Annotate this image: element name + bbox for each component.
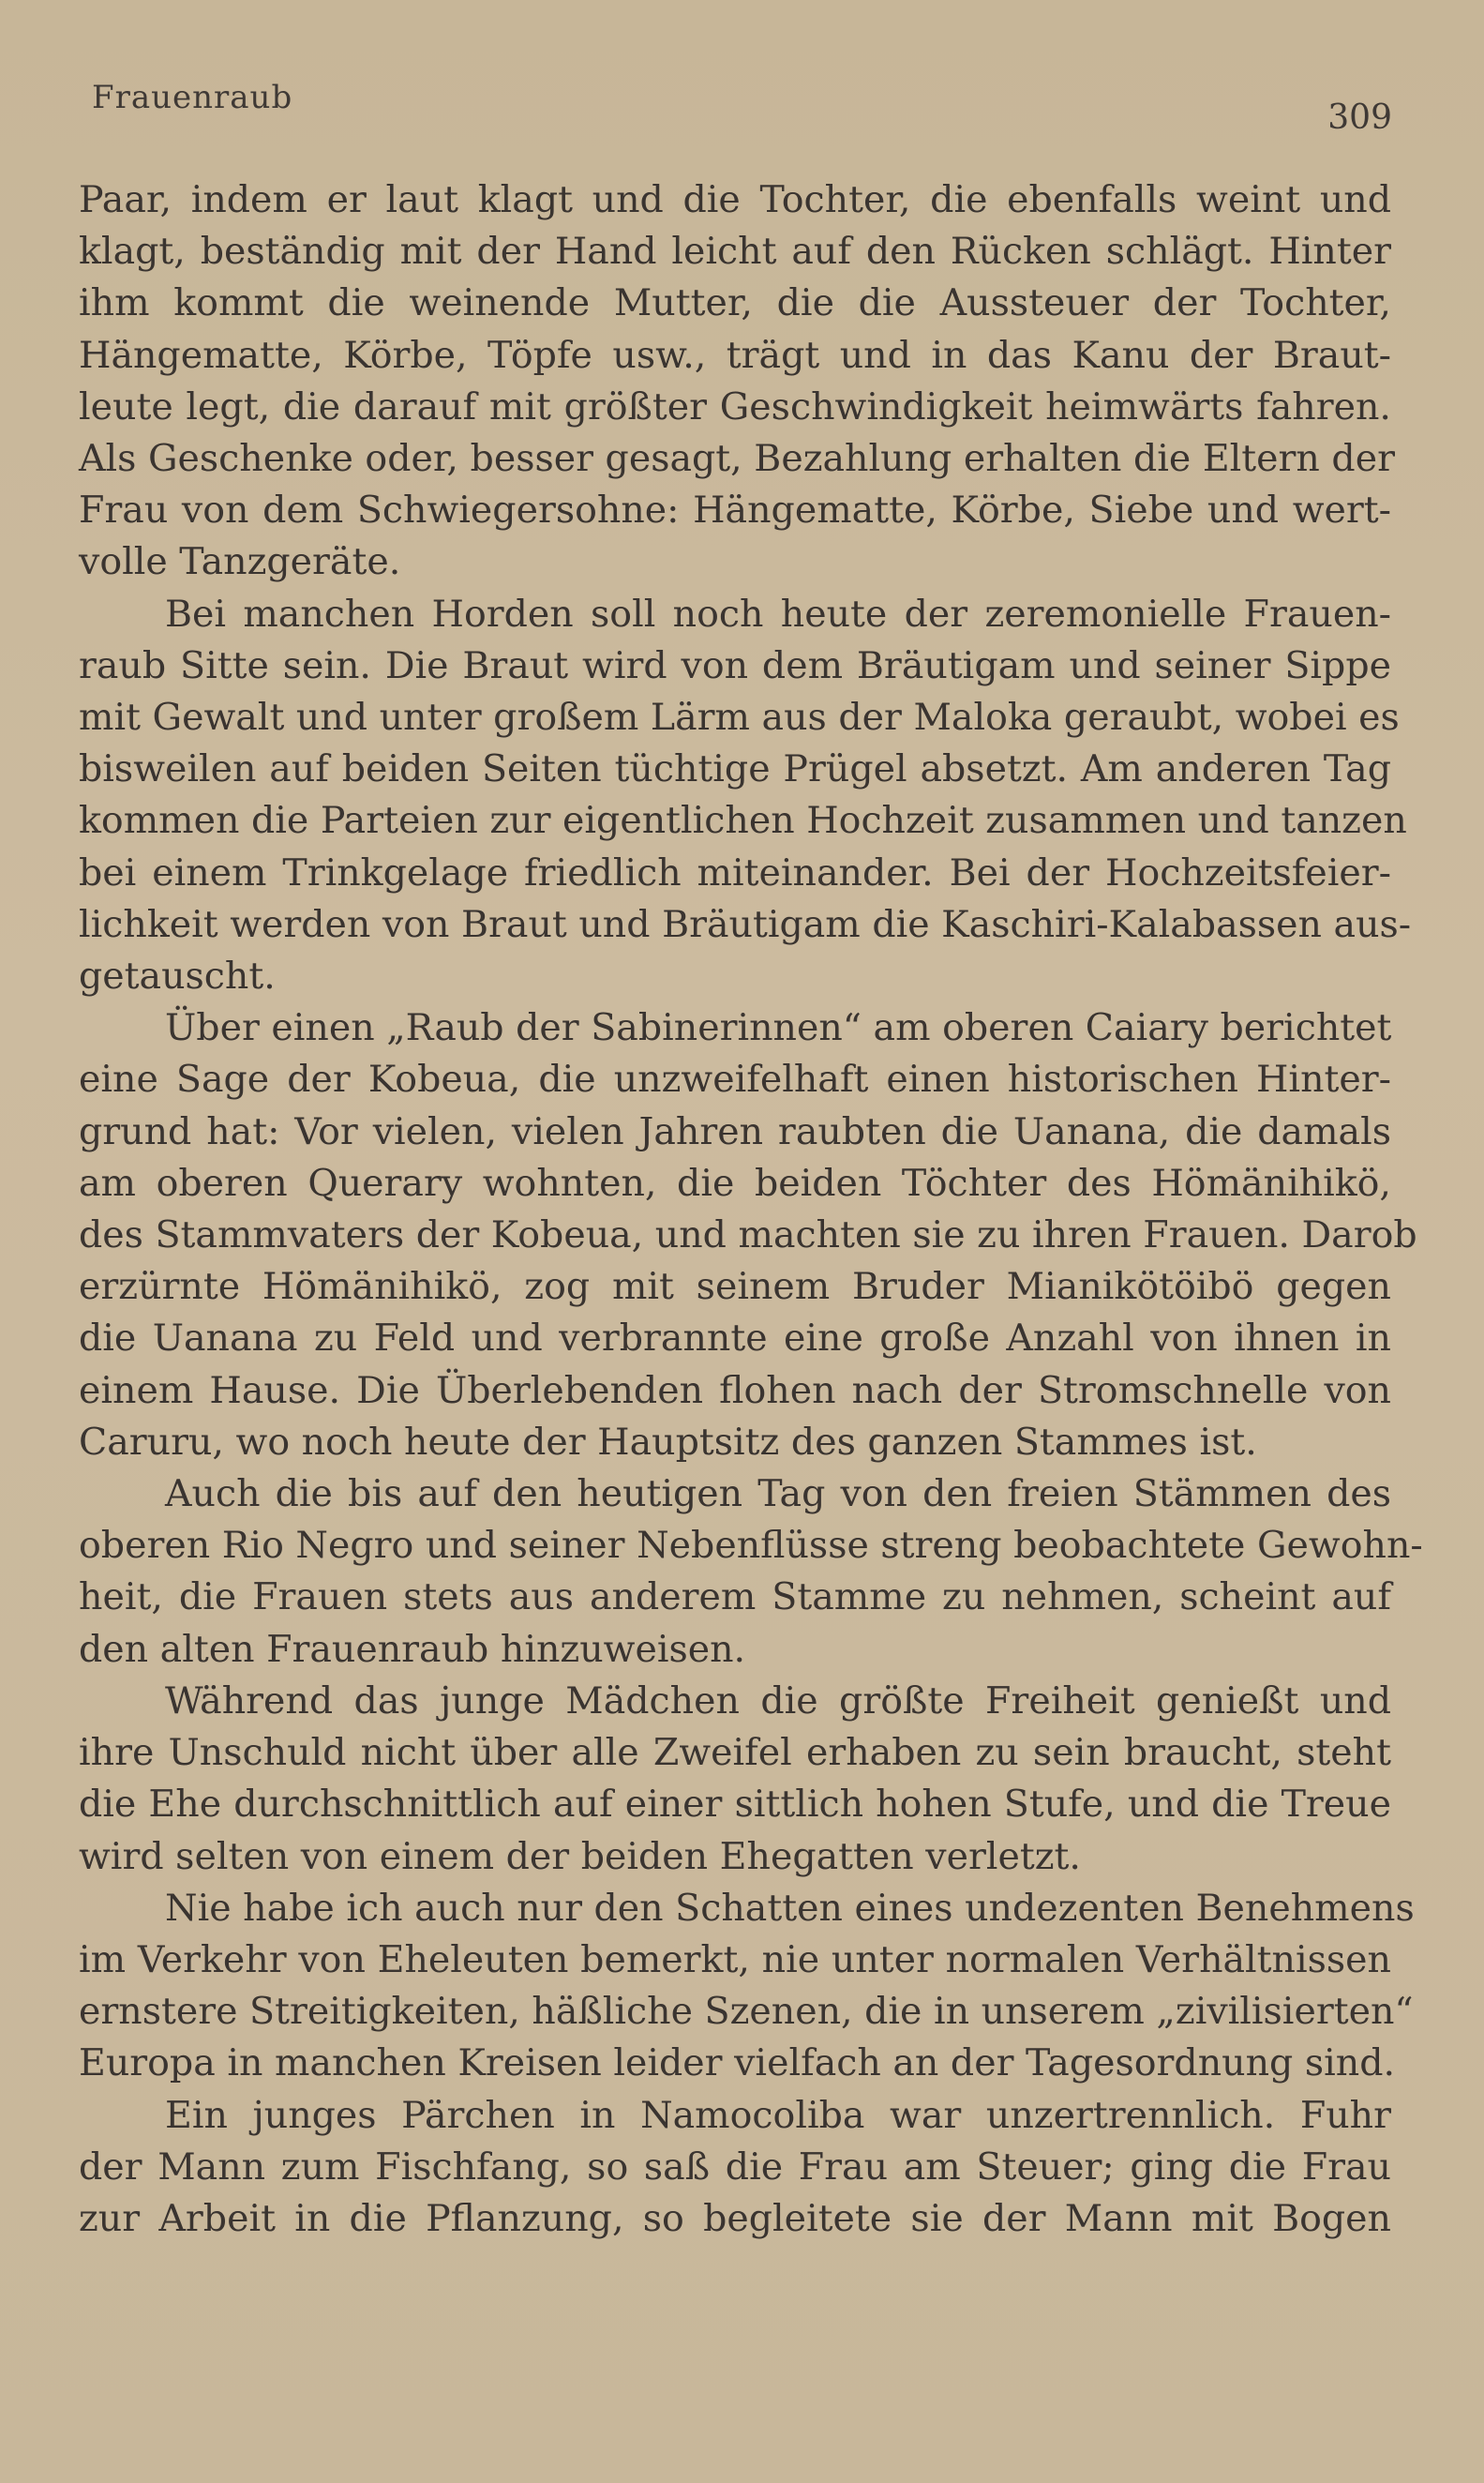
paragraph-6 xyxy=(79,1883,1415,2090)
text-line: Ein junges Pärchen in Namocoliba war unzertrennlich. Fuhr xyxy=(165,2093,1391,2137)
text-line: volle Tanzgeräte. xyxy=(79,540,401,584)
text-line: Auch die bis auf den heutigen Tag von den freien Stämmen des xyxy=(165,1472,1391,1516)
text-line: Paar, indem er laut klagt und die Tochter, die ebenfalls weint und xyxy=(79,178,1391,221)
text-line: lichkeit werden von Braut und Bräutigam die Kaschiri-Kalabassen aus- xyxy=(79,902,1412,946)
text-line: heit, die Frauen stets aus anderem Stamme zu nehmen, scheint auf xyxy=(79,1575,1391,1619)
text-line: Hängematte, Körbe, Töpfe usw., trägt und in das Kanu der Braut- xyxy=(79,333,1391,377)
text-line: der Mann zum Fischfang, so saß die Frau am Steuer; ging die Frau xyxy=(79,2144,1391,2189)
text-line: bei einem Trinkgelage friedlich miteinander. Bei der Hochzeitsfeier- xyxy=(79,850,1391,895)
text-line: oberen Rio Negro und seiner Nebenflüsse streng beobachtete Gewohn- xyxy=(79,1524,1423,1568)
text-line: Caruru, wo noch heute der Hauptsitz des ganzen Stammes ist. xyxy=(79,1420,1257,1464)
text-line: leute legt, die darauf mit größter Geschwindigkeit heimwärts fahren. xyxy=(79,384,1391,429)
text-line: zur Arbeit in die Pflanzung, so begleitete sie der Mann mit Bogen xyxy=(79,2196,1391,2240)
paragraph-2 xyxy=(79,589,1412,1003)
text-line: getauscht. xyxy=(79,955,276,999)
text-line: Nie habe ich auch nur den Schatten eines undezenten Benehmens xyxy=(165,1886,1415,1930)
body-text xyxy=(79,174,1423,2245)
running-head-title: Frauenraub xyxy=(92,79,293,116)
text-line: Europa in manchen Kreisen leider vielfach an der Tagesordnung sind. xyxy=(79,2041,1396,2085)
page-number: 309 xyxy=(1327,98,1392,137)
text-line: ihre Unschuld nicht über alle Zweifel erhaben zu sein braucht, steht xyxy=(79,1731,1391,1775)
text-line: des Stammvaters der Kobeua, und machten sie zu ihren Frauen. Darob xyxy=(79,1213,1417,1257)
text-line: ihm kommt die weinende Mutter, die die Aussteuer der Tochter, xyxy=(79,281,1391,325)
text-line: ernstere Streitigkeiten, häßliche Szenen, die in unserem „zivilisierten“ xyxy=(79,1990,1414,2034)
text-line: erzürnte Hömänihikö, zog mit seinem Bruder Mianikötöibö gegen xyxy=(79,1265,1391,1309)
paragraph-7 xyxy=(79,2090,1391,2246)
text-line: Während das junge Mädchen die größte Freiheit genießt und xyxy=(165,1678,1391,1723)
paragraph-3 xyxy=(79,1002,1417,1468)
text-line: bisweilen auf beiden Seiten tüchtige Prügel absetzt. Am anderen Tag xyxy=(79,747,1391,791)
text-line: klagt, beständig mit der Hand leicht auf den Rücken schlägt. Hinter xyxy=(79,230,1391,274)
text-line: den alten Frauenraub hinzuweisen. xyxy=(79,1627,746,1671)
text-line: einem Hause. Die Überlebenden flohen nach der Stromschnelle von xyxy=(79,1368,1391,1412)
text-line: wird selten von einem der beiden Ehegatten verletzt. xyxy=(79,1834,1081,1878)
text-line: die Uanana zu Feld und verbrannte eine große Anzahl von ihnen in xyxy=(79,1317,1391,1361)
text-line: im Verkehr von Eheleuten bemerkt, nie unter normalen Verhältnissen xyxy=(79,1937,1391,1981)
text-line: grund hat: Vor vielen, vielen Jahren raubten die Uanana, die damals xyxy=(79,1109,1391,1153)
text-line: Als Geschenke oder, besser gesagt, Bezahlung erhalten die Eltern der xyxy=(79,437,1395,481)
paragraph-1 xyxy=(79,174,1395,589)
text-line: kommen die Parteien zur eigentlichen Hochzeit zusammen und tanzen xyxy=(79,799,1407,843)
text-line: eine Sage der Kobeua, die unzweifelhaft einen historischen Hinter- xyxy=(79,1058,1391,1102)
text-line: die Ehe durchschnittlich auf einer sittlich hohen Stufe, und die Treue xyxy=(79,1783,1391,1827)
text-line: Frau von dem Schwiegersohne: Hängematte, Körbe, Siebe und wert- xyxy=(79,489,1391,533)
paragraph-4 xyxy=(79,1468,1423,1676)
text-line: mit Gewalt und unter großem Lärm aus der Maloka geraubt, wobei es xyxy=(79,696,1400,740)
paragraph-5 xyxy=(79,1676,1391,1883)
text-line: Über einen „Raub der Sabinerinnen“ am oberen Caiary berichtet xyxy=(165,1006,1392,1050)
text-line: am oberen Querary wohnten, die beiden Töchter des Hömänihikö, xyxy=(79,1161,1391,1205)
text-line: raub Sitte sein. Die Braut wird von dem Bräutigam und seiner Sippe xyxy=(79,643,1391,687)
text-line: Bei manchen Horden soll noch heute der zeremonielle Frauen- xyxy=(165,592,1391,636)
